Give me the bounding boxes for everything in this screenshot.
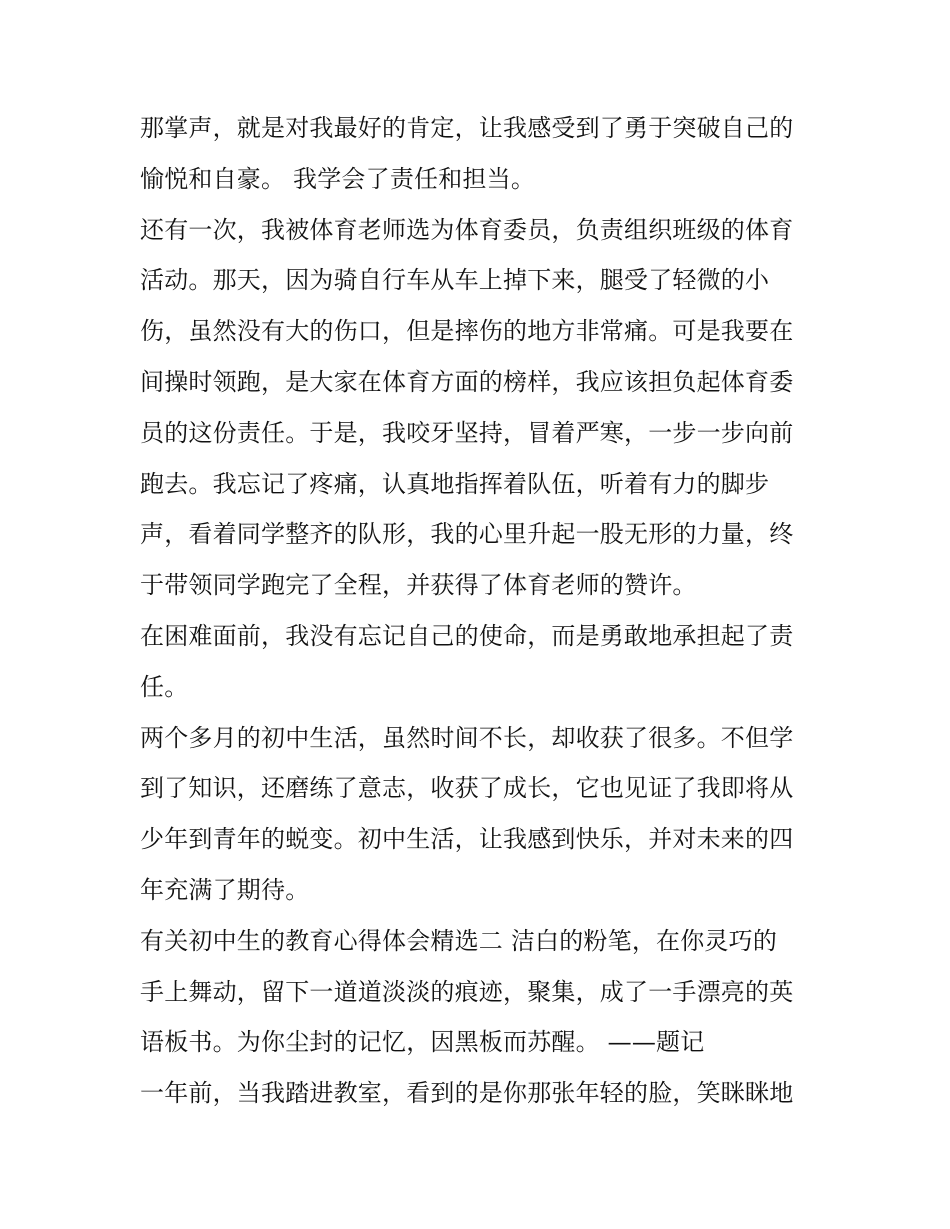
text-line: 年充满了期待。 [140, 875, 310, 904]
text-line: 少年到青年的蜕变。初中生活，让我感到快乐，并对未来的四 [140, 825, 794, 854]
text-line: 于带领同学跑完了全程，并获得了体育老师的赞许。 [140, 571, 697, 600]
text-line: 活动。那天，因为骑自行车从车上掉下来，腿受了轻微的小 [140, 266, 770, 295]
text-line: 任。 [140, 672, 189, 701]
text-line: 那掌声，就是对我最好的肯定，让我感受到了勇于突破自己的 [140, 114, 794, 142]
text-line: 声，看着同学整齐的队形，我的心里升起一股无形的力量，终 [140, 520, 794, 549]
text-line: 间操时领跑，是大家在体育方面的榜样，我应该担负起体育委 [140, 367, 794, 396]
text-line: 员的这份责任。于是，我咬牙坚持，冒着严寒，一步一步向前 [140, 418, 794, 447]
text-line: 有关初中生的教育心得体会精选二 洁白的粉笔，在你灵巧的 [140, 926, 778, 955]
text-line: 跑去。我忘记了疼痛，认真地指挥着队伍，听着有力的脚步 [140, 469, 770, 498]
text-line: 在困难面前，我没有忘记自己的使命，而是勇敢地承担起了责 [140, 621, 794, 650]
text-line: 手上舞动，留下一道道淡淡的痕迹，聚集，成了一手漂亮的英 [140, 977, 794, 1006]
text-line: 一年前，当我踏进教室，看到的是你那张年轻的脸，笑眯眯地 [140, 1079, 794, 1108]
body-text [140, 103, 830, 1119]
text-line: 还有一次，我被体育老师选为体育委员，负责组织班级的体育 [140, 215, 794, 244]
text-line: 两个多月的初中生活，虽然时间不长，却收获了很多。不但学 [140, 723, 794, 752]
text-line: 语板书。为你尘封的记忆，因黑板而苏醒。 ——题记 [140, 1028, 705, 1057]
text-line: 到了知识，还磨练了意志，收获了成长，它也见证了我即将从 [140, 774, 794, 803]
text-line: 伤，虽然没有大的伤口，但是摔伤的地方非常痛。可是我要在 [140, 317, 794, 346]
text-line: 愉悦和自豪。 我学会了责任和担当。 [140, 164, 536, 193]
